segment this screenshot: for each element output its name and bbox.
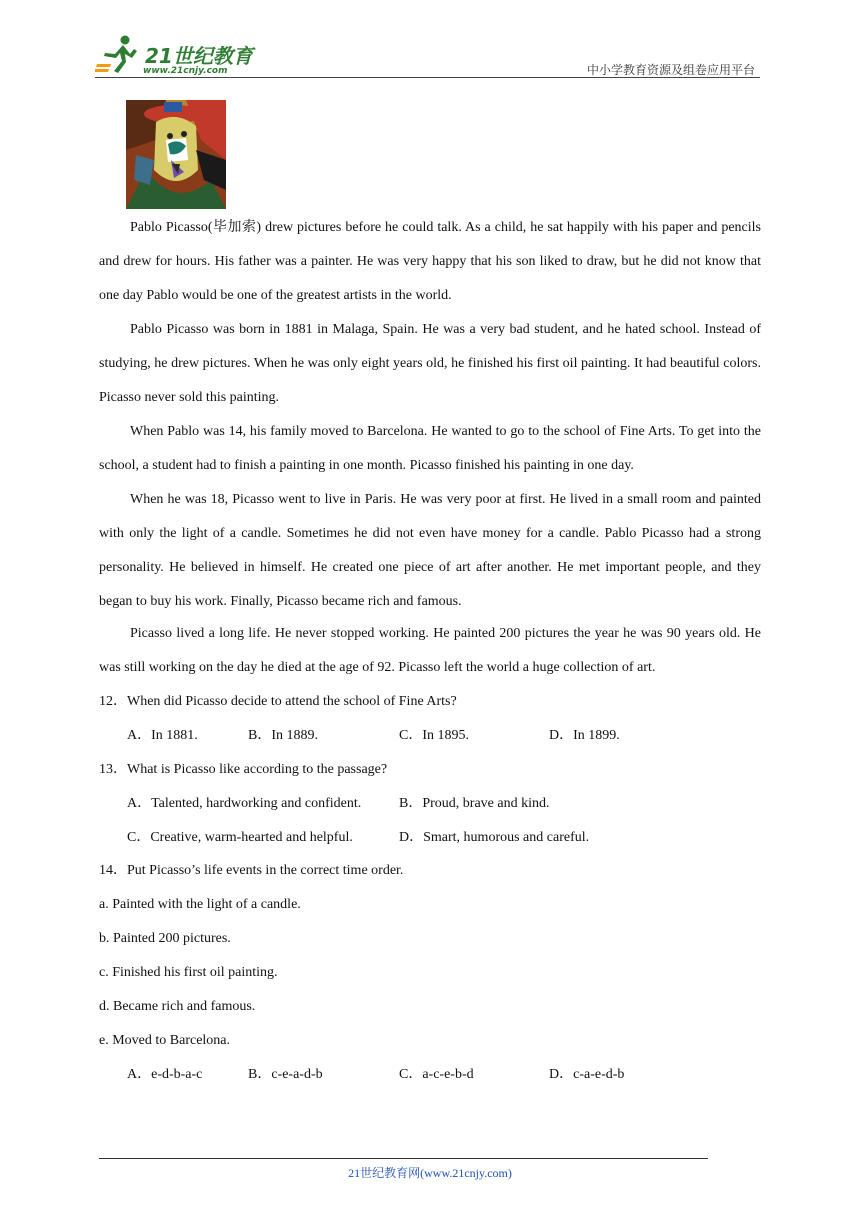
question-14-event-b: b. Painted 200 pictures. (99, 931, 231, 946)
footer-link[interactable]: 21世纪教育网(www.21cnjy.com) (348, 1166, 512, 1180)
question-14-event-d: d. Became rich and famous. (99, 999, 256, 1014)
question-12-option-c: C．In 1895. (399, 728, 469, 743)
question-13-option-c: C．Creative, warm-hearted and helpful. (127, 830, 353, 845)
passage-paragraph-5: Picasso lived a long life. He never stopped working. He painted 200 pictures the year he was 90 years old. He was still working on the day he died at the age of 92. Picasso left the world a huge collection of art. (99, 626, 761, 675)
question-13-option-d: D．Smart, humorous and careful. (399, 830, 590, 845)
question-14-event-a: a. Painted with the light of a candle. (99, 897, 301, 912)
passage-paragraph-3: When Pablo was 14, his family moved to Barcelona. He wanted to go to the school of Fine Arts. To get into the school, a student had to finish a painting in one month. Picasso finished his painting in one day. (99, 424, 761, 473)
passage-paragraph-1: Pablo Picasso(毕加索) drew pictures before he could talk. As a child, he sat happily with his paper and pencils and drew for hours. His father was a painter. He was very happy that his son liked to draw, but he did not know that one day Pablo would be one of the greatest artists in the world. (99, 220, 761, 303)
passage-paragraph-2: Pablo Picasso was born in 1881 in Malaga, Spain. He was a very bad student, and he hated school. Instead of studying, he drew pictures. When he was only eight years old, he finished his first oil painting. It had beautiful colors. Picasso never sold this painting. (99, 322, 761, 405)
question-14-event-c: c. Finished his first oil painting. (99, 965, 278, 980)
question-14-option-b: B．c-e-a-d-b (248, 1067, 323, 1082)
question-12-option-b: B．In 1889. (248, 728, 318, 743)
logo-url: www.21cnjy.com (143, 66, 228, 76)
question-14-event-e: e. Moved to Barcelona. (99, 1033, 231, 1048)
question-14-option-a: A．e-d-b-a-c (127, 1067, 203, 1082)
runner-logo-icon (95, 34, 143, 74)
picasso-painting-image (126, 100, 226, 209)
footer-divider (99, 1158, 708, 1159)
passage-paragraph-4: When he was 18, Picasso went to live in Paris. He was very poor at first. He lived in a small room and painted with only the light of a candle. Sometimes he did not even have money for a candle. Pablo Picasso had a strong personality. He believed in himself. He created one piece of art after another. He met important people, and they began to buy his work. Finally, Picasso became rich and famous. (99, 492, 761, 609)
page-header (95, 30, 760, 78)
question-12-option-a: A．In 1881. (127, 728, 198, 743)
question-14-stem: 14．Put Picasso’s life events in the correct time order. (99, 863, 404, 878)
logo-title: 21世纪教育 (145, 44, 253, 68)
question-13-option-b: B．Proud, brave and kind. (399, 796, 550, 811)
question-14-option-c: C．a-c-e-b-d (399, 1067, 474, 1082)
site-logo (95, 34, 265, 74)
question-12-stem: 12．When did Picasso decide to attend the school of Fine Arts? (99, 694, 457, 709)
platform-name: 中小学教育资源及组卷应用平台 (586, 63, 755, 77)
question-13-stem: 13．What is Picasso like according to the passage? (99, 762, 388, 777)
header-divider (95, 77, 760, 78)
question-13-option-a: A．Talented, hardworking and confident. (127, 796, 362, 811)
question-14-option-d: D．c-a-e-d-b (549, 1067, 625, 1082)
question-12-option-d: D．In 1899. (549, 728, 620, 743)
